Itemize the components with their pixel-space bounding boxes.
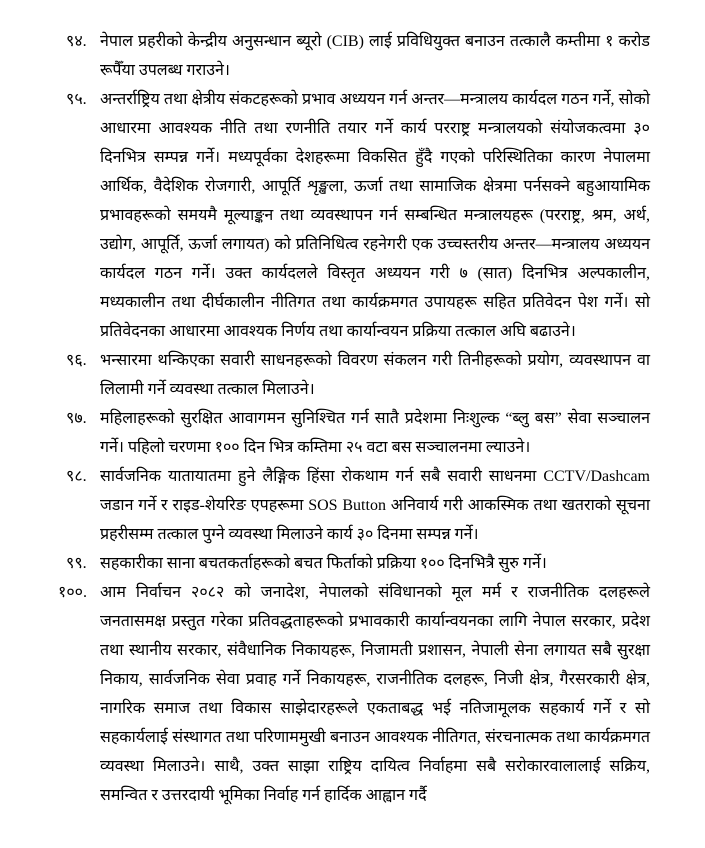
item-number: १००. [58,584,87,601]
item-text: महिलाहरूको सुरक्षित आवागमन सुनिश्चित गर्न सातै प्रदेशमा निःशुल्क “ब्लु बस” सेवा सञ्चालन गर्ने। पहिलो चरणमा १०० दिन भित्र कम्तिमा २५ वटा बस सञ्चालनमा ल्याउने। [100,410,650,456]
numbered-list [0,27,705,810]
item-text: सहकारीका साना बचतकर्ताहरूको बचत फिर्ताको प्रक्रिया १०० दिनभित्रै सुरु गर्ने। [100,555,547,572]
item-number: ९७. [66,410,87,427]
list-item [0,85,705,346]
list-item [0,462,705,549]
item-text: नेपाल प्रहरीको केन्द्रीय अनुसन्धान ब्यूरो (CIB) लाई प्रविधियुक्त बनाउन तत्कालै कम्तीमा १ करोड रूपैँया उपलब्ध गराउने। [100,33,650,79]
item-number: ९६. [66,352,87,369]
item-text: आम निर्वाचन २०८२ को जनादेश, नेपालको संविधानको मूल मर्म र राजनीतिक दलहरूले जनतासमक्ष प्रस्तुत गरेका प्रतिवद्धताहरूको प्रभावकारी कार्यान्वयनका लागि नेपाल सरकार, प्रदेश तथा स्थानीय सरकार, संवैधानिक निकायहरू, निजामती प्रशासन, नेपाली सेना लगायत सबै सुरक्षा निकाय, सार्वजनिक सेवा प्रवाह गर्ने निकायहरू, राजनीतिक दलहरू, निजी क्षेत्र, गैरसरकारी क्षेत्र, नागरिक समाज तथा विकास साझेदारहरूले एकताबद्ध भई नतिजामूलक सहकार्य गर्ने र सो सहकार्यलाई संस्थागत तथा परिणाममुखी बनाउन आवश्यक नीतिगत, संरचनात्मक तथा कार्यक्रमगत व्यवस्था मिलाउने। साथै, उक्त साझा राष्ट्रिय दायित्व निर्वाहमा सबै सरोकारवालालाई सक्रिय, समन्वित र उत्तरदायी भूमिका निर्वाह गर्न हार्दिक आह्वान गर्दै [100,584,650,804]
item-number: ९४. [66,33,87,50]
list-item [0,27,705,85]
list-item [0,404,705,462]
item-number: ९५. [66,91,87,108]
item-number: ९९. [66,555,87,572]
list-item [0,578,705,810]
list-item [0,346,705,404]
item-text: अन्तर्राष्ट्रिय तथा क्षेत्रीय संकटहरूको प्रभाव अध्ययन गर्न अन्तर—मन्त्रालय कार्यदल गठन गर्ने, सोको आधारमा आवश्यक नीति तथा रणनीति तयार गर्ने कार्य परराष्ट्र मन्त्रालयको संयोजकत्वमा ३० दिनभित्र सम्पन्न गर्ने। मध्यपूर्वका देशहरूमा विकसित हुँदै गएको परिस्थितिका कारण नेपालमा आर्थिक, वैदेशिक रोजगारी, आपूर्ति शृङ्खला, ऊर्जा तथा सामाजिक क्षेत्रमा पर्नसक्ने बहुआयामिक प्रभावहरूको समयमै मूल्याङ्कन तथा व्यवस्थापन गर्न सम्बन्धित मन्त्रालयहरू (परराष्ट्र, श्रम, अर्थ, उद्योग, आपूर्ति, ऊर्जा लगायत) को प्रतिनिधित्व रहनेगरी एक उच्चस्तरीय अन्तर—मन्त्रालय अध्ययन कार्यदल गठन गर्ने। उक्त कार्यदलले विस्तृत अध्ययन गरी ७ (सात) दिनभित्र अल्पकालीन, मध्यकालीन तथा दीर्घकालीन नीतिगत तथा कार्यक्रमगत उपायहरू सहित प्रतिवेदन पेश गर्ने। सो प्रतिवेदनका आधारमा आवश्यक निर्णय तथा कार्यान्वयन प्रक्रिया तत्काल अघि बढाउने। [100,91,650,340]
item-number: ९८. [66,468,87,485]
item-text: भन्सारमा थन्किएका सवारी साधनहरूको विवरण संकलन गरी तिनीहरूको प्रयोग, व्यवस्थापन वा लिलामी गर्ने व्यवस्था तत्काल मिलाउने। [100,352,650,398]
list-item [0,549,705,578]
item-text: सार्वजनिक यातायातमा हुने लैङ्गिक हिंसा रोकथाम गर्न सबै सवारी साधनमा CCTV/Dashcam जडान गर्ने र राइड-शेयरिङ एपहरूमा SOS Button अनिवार्य गरी आकस्मिक तथा खतराको सूचना प्रहरीसम्म तत्काल पुग्ने व्यवस्था मिलाउने कार्य ३० दिनमा सम्पन्न गर्ने। [100,468,650,543]
